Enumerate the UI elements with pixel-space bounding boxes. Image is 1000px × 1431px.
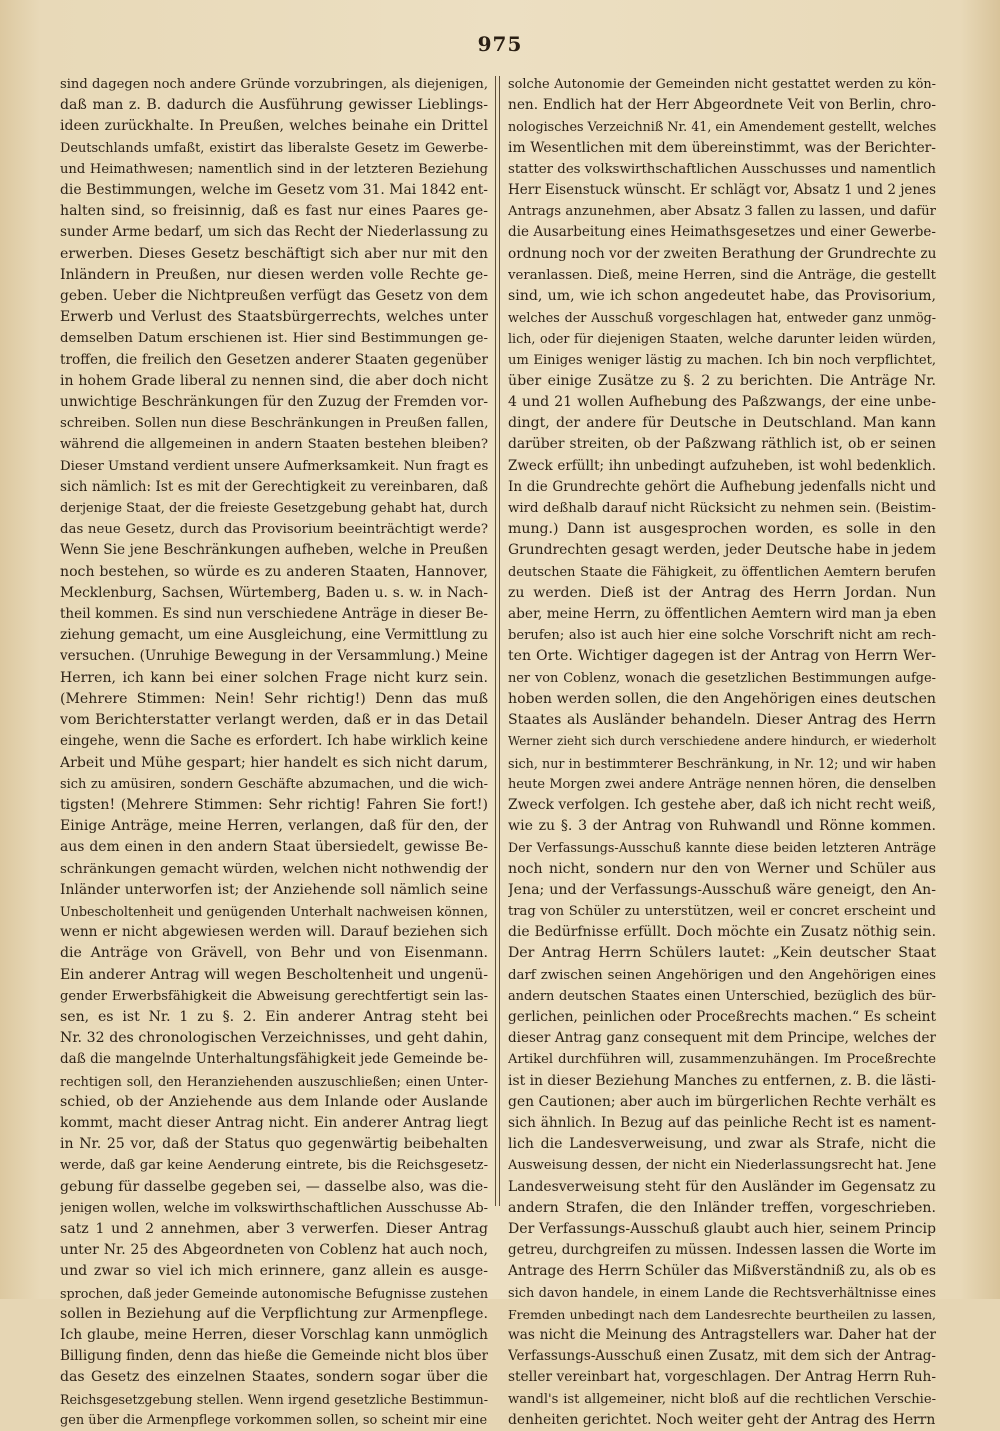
text-line: lich, oder für diejenigen Staaten, welche darunter leiden würden, xyxy=(508,331,936,347)
text-line: sich ähnlich. In Bezug auf das peinliche Recht ist es nament- xyxy=(508,1114,936,1131)
text-line: sich zu amüsiren, sondern Geschäfte abzumachen, und die wich- xyxy=(60,776,488,792)
text-line: sind, um, wie ich schon angedeutet habe, das Provisorium, xyxy=(508,288,936,305)
text-line: hoben werden sollen, die den Angehörigen eines deutschen xyxy=(508,690,936,707)
text-line: noch nicht, sondern nur den von Werner und Schüler aus xyxy=(508,860,936,877)
text-line: steller vereinbart hat, vorgeschlagen. Der Antrag Herrn Ruh- xyxy=(508,1369,936,1386)
text-line: um Einiges weniger lästig zu machen. Ich bin noch verpflichtet, xyxy=(508,352,936,368)
text-line: ideen zurückhalte. In Preußen, welches beinahe ein Drittel xyxy=(60,118,488,135)
text-line: sich nämlich: Ist es mit der Gerechtigkeit zu vereinbaren, daß xyxy=(60,478,488,495)
text-line: Reichsgesetzgebung stellen. Wenn irgend gesetzliche Bestimmun- xyxy=(60,1391,488,1407)
text-line: schränkungen gemacht würden, welchen nicht nothwendig der xyxy=(60,861,488,877)
text-line: Mecklenburg, Sachsen, Würtemberg, Baden u. s. w. in Nach- xyxy=(60,584,488,601)
text-line: getreu, durchgreifen zu müssen. Indessen lassen die Worte im xyxy=(508,1242,936,1259)
text-line: Wenn Sie jene Beschränkungen aufheben, welche in Preußen xyxy=(60,542,488,559)
text-line: Werner zieht sich durch verschiedene andere hindurch, er wiederholt xyxy=(508,734,936,749)
text-line: rechtigen soll, den Heranziehenden auszuschließen; einen Unter- xyxy=(60,1073,488,1089)
text-line: Billigung finden, denn das hieße die Gemeinde nicht blos über xyxy=(60,1348,488,1365)
text-line: Grundrechten gesagt werden, jeder Deutsche habe in jedem xyxy=(508,542,936,559)
text-line: Herr Eisenstuck wünscht. Er schlägt vor, Absatz 1 und 2 jenes xyxy=(508,182,936,199)
text-line: und zwar so viel ich mich erinnere, ganz allein es ausge- xyxy=(60,1263,488,1280)
text-line: Landesverweisung steht für den Ausländer im Gegensatz zu xyxy=(508,1178,936,1195)
text-line: sind dagegen noch andere Gründe vorzubringen, als diejenigen, xyxy=(60,77,488,92)
text-line: Zweck erfüllt; ihn unbedingt aufzuheben, ist wohl bedenklich. xyxy=(508,457,936,474)
text-line: solche Autonomie der Gemeinden nicht gestattet werden zu kön- xyxy=(508,77,936,92)
text-line: in hohem Grade liberal zu nennen sind, die aber doch nicht xyxy=(60,372,488,389)
text-line: über einige Zusätze zu §. 2 zu berichten. Die Anträge Nr. xyxy=(508,372,936,389)
text-line: mung.) Dann ist ausgesprochen worden, es solle in den xyxy=(508,521,936,538)
text-line: in Nr. 25 vor, daß der Status quo gegenwärtig beibehalten xyxy=(60,1136,488,1153)
column-divider xyxy=(495,76,500,1206)
text-line: derjenige Staat, der die freieste Gesetzgebung gehabt hat, durch xyxy=(60,501,488,517)
text-line: Jena; und der Verfassungs-Ausschuß wäre geneigt, den An- xyxy=(508,881,936,898)
text-line: was nicht die Meinung des Antragstellers war. Daher hat der xyxy=(508,1326,936,1343)
text-line: unwichtige Beschränkungen für den Zuzug der Fremden vor- xyxy=(60,394,488,411)
text-line: die Bestimmungen, welche im Gesetz vom 31. Mai 1842 ent- xyxy=(60,182,488,199)
text-line: tigsten! (Mehrere Stimmen: Sehr richtig! Fahren Sie fort!) xyxy=(60,796,488,813)
text-line: während die allgemeinen in andern Staaten bestehen bleiben? xyxy=(60,437,488,453)
text-line: geben. Ueber die Nichtpreußen verfügt das Gesetz von dem xyxy=(60,288,488,305)
text-line: statter des volkswirthschaftlichen Ausschusses und namentlich xyxy=(508,161,936,177)
text-line: werde, daß gar keine Aenderung eintrete, bis die Reichsgesetz- xyxy=(60,1158,488,1174)
text-line: die Anträge von Grävell, von Behr und von Eisenmann. xyxy=(60,945,488,962)
text-line: lich die Landesverweisung, und zwar als Strafe, nicht die xyxy=(508,1136,936,1153)
text-line: jenigen wollen, welche im volkswirthschaftlichen Ausschusse Ab- xyxy=(60,1200,488,1216)
text-line: darüber streiten, ob der Paßzwang räthlich ist, ob er seinen xyxy=(508,436,936,453)
text-line: denheiten gerichtet. Noch weiter geht der Antrag des Herrn xyxy=(508,1411,936,1428)
text-line: Herren, ich kann bei einer solchen Frage nicht kurz sein. xyxy=(60,669,488,686)
text-line: gerlichen, peinlichen oder Proceßrechts machen.“ Es scheint xyxy=(508,1008,936,1025)
text-line: dingt, der andere für Deutsche in Deutschland. Man kann xyxy=(508,415,936,432)
text-line: sen, es ist Nr. 1 zu §. 2. Ein anderer Antrag steht bei xyxy=(60,1008,488,1025)
text-line: Staates als Ausländer behandeln. Dieser Antrag des Herrn xyxy=(508,712,936,729)
text-line: gender Erwerbsfähigkeit die Abweisung gerechtfertigt sein las- xyxy=(60,988,488,1004)
left-column xyxy=(60,74,488,1431)
text-line: 4 und 21 wollen Aufhebung des Paßzwangs, der eine unbe- xyxy=(508,394,936,411)
text-line: veranlassen. Dieß, meine Herren, sind die Anträge, die gestellt xyxy=(508,267,936,283)
text-line: gen über die Armenpflege vorkommen sollen, so scheint mir eine xyxy=(60,1412,488,1428)
text-line: wandl's ist allgemeiner, nicht bloß auf die rechtlichen Verschie- xyxy=(508,1391,936,1407)
text-line: heute Morgen zwei andere Anträge nennen hören, die denselben xyxy=(508,776,936,792)
page-number: 975 xyxy=(477,32,523,56)
text-line: ist in dieser Beziehung Manches zu entfernen, z. B. die lästi- xyxy=(508,1072,936,1089)
text-line: daß man z. B. dadurch die Ausführung gewisser Lieblings- xyxy=(60,97,488,114)
text-line: andern deutschen Staates einen Unterschied, bezüglich des bür- xyxy=(508,988,936,1004)
text-line: sunder Arme bedarf, um sich das Recht der Niederlassung zu xyxy=(60,224,488,241)
text-line: wenn er nicht abgewiesen werden will. Darauf beziehen sich xyxy=(60,924,488,941)
text-line: dieser Antrag ganz consequent mit dem Principe, welches der xyxy=(508,1030,936,1047)
text-line: noch bestehen, so würde es zu anderen Staaten, Hannover, xyxy=(60,563,488,580)
right-column xyxy=(508,74,936,1431)
text-line: berufen; also ist auch hier eine solche Vorschrift nicht am rech- xyxy=(508,628,936,644)
text-line: ordnung noch vor der zweiten Berathung der Grundrechte zu xyxy=(508,245,936,262)
text-line: Der Verfassungs-Ausschuß kannte diese beiden letzteren Anträge xyxy=(508,840,936,856)
text-line: Ausweisung dessen, der nicht ein Niederlassungsrecht hat. Jene xyxy=(508,1158,936,1174)
text-line: wie zu §. 3 der Antrag von Ruhwandl und Rönne kommen. xyxy=(508,818,936,835)
text-line: erwerben. Dieses Gesetz beschäftigt sich aber nur mit den xyxy=(60,245,488,262)
text-line: Nr. 32 des chronologischen Verzeichnisses, und geht dahin, xyxy=(60,1030,488,1047)
text-line: die Ausarbeitung eines Heimathsgesetzes und einer Gewerbe- xyxy=(508,224,936,241)
text-line: Zweck verfolgen. Ich gestehe aber, daß ich nicht recht weiß, xyxy=(508,796,936,813)
text-line: Antrage des Herrn Schüler das Mißverständniß zu, als ob es xyxy=(508,1263,936,1280)
text-line: das neue Gesetz, durch das Provisorium beeinträchtigt werde? xyxy=(60,522,488,538)
text-line: Verfassungs-Ausschuß einen Zusatz, mit dem sich der Antrag- xyxy=(508,1348,936,1365)
text-line: Ich glaube, meine Herren, dieser Vorschlag kann unmöglich xyxy=(60,1326,488,1343)
text-line: Antrags anzunehmen, aber Absatz 3 fallen zu lassen, und dafür xyxy=(508,204,936,220)
text-line: In die Grundrechte gehört die Aufhebung jedenfalls nicht und xyxy=(508,478,936,495)
text-line: und Heimathwesen; namentlich sind in der letzteren Beziehung xyxy=(60,161,488,177)
text-line: Dieser Umstand verdient unsere Aufmerksamkeit. Nun fragt es xyxy=(60,458,488,474)
text-line: ner von Coblenz, wonach die gesetzlichen Bestimmungen aufge- xyxy=(508,670,936,686)
text-line: Unbescholtenheit und genügenden Unterhalt nachweisen können, xyxy=(60,903,488,919)
text-line: ten Orte. Wichtiger dagegen ist der Antrag von Herrn Wer- xyxy=(508,648,936,665)
text-line: Fremden unbedingt nach dem Landesrechte beurtheilen zu lassen, xyxy=(508,1306,936,1322)
text-line: (Mehrere Stimmen: Nein! Sehr richtig!) Denn das muß xyxy=(60,690,488,707)
text-line: Erwerb und Verlust des Staatsbürgerrechts, welches unter xyxy=(60,309,488,326)
text-line: schreiben. Sollen nun diese Beschränkungen in Preußen fallen, xyxy=(60,416,488,432)
text-line: sollen in Beziehung auf die Verpflichtung zur Armenpflege. xyxy=(60,1305,488,1322)
text-line: Der Verfassungs-Ausschuß glaubt auch hier, seinem Princip xyxy=(508,1220,936,1237)
text-line: sich davon handele, in einem Lande die Rechtsverhältnisse eines xyxy=(508,1285,936,1301)
text-line: sprochen, daß jeder Gemeinde autonomische Befugnisse zustehen xyxy=(60,1285,488,1301)
text-line: schied, ob der Anziehende aus dem Inlande oder Auslande xyxy=(60,1093,488,1110)
text-line: trag von Schüler zu unterstützen, weil er concret erscheint und xyxy=(508,903,936,919)
text-line: darf zwischen seinen Angehörigen und den Angehörigen eines xyxy=(508,967,936,983)
text-line: vom Berichterstatter verlangt werden, daß er in das Detail xyxy=(60,712,488,729)
text-line: Inländer unterworfen ist; der Anziehende soll nämlich seine xyxy=(60,881,488,898)
text-line: versuchen. (Unruhige Bewegung in der Versammlung.) Meine xyxy=(60,648,488,665)
text-line: die Bedürfnisse erfüllt. Doch möchte ein Zusatz nöthig sein. xyxy=(508,924,936,941)
text-line: satz 1 und 2 annehmen, aber 3 verwerfen. Dieser Antrag xyxy=(60,1220,488,1237)
text-line: demselben Datum erschienen ist. Hier sind Bestimmungen ge- xyxy=(60,331,488,347)
text-line: Der Antrag Herrn Schülers lautet: „Kein deutscher Staat xyxy=(508,945,936,962)
text-line: theil kommen. Es sind nun verschiedene Anträge in dieser Be- xyxy=(60,606,488,623)
text-line: troffen, die freilich den Gesetzen anderer Staaten gegenüber xyxy=(60,351,488,368)
text-line: im Wesentlichen mit dem übereinstimmt, was der Berichter- xyxy=(508,139,936,156)
text-line: Einige Anträge, meine Herren, verlangen, daß für den, der xyxy=(60,818,488,835)
text-line: aber, meine Herrn, zu öffentlichen Aemtern wird man ja eben xyxy=(508,606,936,623)
text-line: sich, nur in bestimmterer Beschränkung, in Nr. 12; und wir haben xyxy=(508,755,936,771)
text-line: andern Strafen, die den Inländer treffen, vorgeschrieben. xyxy=(508,1199,936,1216)
text-line: aus dem einen in den andern Staat übersiedelt, gewisse Be- xyxy=(60,839,488,856)
text-line: nologisches Verzeichniß Nr. 41, ein Amendement gestellt, welches xyxy=(508,119,936,135)
text-line: ziehung gemacht, um eine Ausgleichung, eine Vermittlung zu xyxy=(60,627,488,644)
text-line: welches der Ausschuß vorgeschlagen hat, entweder ganz unmög- xyxy=(508,310,936,326)
text-line: Inländern in Preußen, nur diesen werden volle Rechte ge- xyxy=(60,266,488,283)
text-line: halten sind, so freisinnig, daß es fast nur eines Paares ge- xyxy=(60,203,488,220)
text-line: Arbeit und Mühe gespart; hier handelt es sich nicht darum, xyxy=(60,754,488,771)
text-line: deutschen Staate die Fähigkeit, zu öffentlichen Aemtern berufen xyxy=(508,564,936,580)
text-line: daß die mangelnde Unterhaltungsfähigkeit jede Gemeinde be- xyxy=(60,1051,488,1068)
text-line: kommt, macht dieser Antrag nicht. Ein anderer Antrag liegt xyxy=(60,1114,488,1131)
text-line: nen. Endlich hat der Herr Abgeordnete Veit von Berlin, chro- xyxy=(508,97,936,114)
text-line: zu werden. Dieß ist der Antrag des Herrn Jordan. Nun xyxy=(508,584,936,601)
text-line: wird deßhalb darauf nicht Rücksicht zu nehmen sein. (Beistim- xyxy=(508,501,936,517)
text-line: eingehe, wenn die Sache es erfordert. Ich habe wirklich keine xyxy=(60,733,488,750)
text-line: Artikel durchführen will, zusammenzuhängen. Im Proceßrechte xyxy=(508,1052,936,1068)
text-line: das Gesetz des einzelnen Staates, sondern sogar über die xyxy=(60,1369,488,1386)
text-line: gen Cautionen; aber auch im bürgerlichen Rechte verhält es xyxy=(508,1093,936,1110)
text-line: Ein anderer Antrag will wegen Bescholtenheit und ungenü- xyxy=(60,966,488,983)
text-line: unter Nr. 25 des Abgeordneten von Coblenz hat auch noch, xyxy=(60,1242,488,1259)
text-line: gebung für dasselbe gegeben sei, — dasselbe also, was die- xyxy=(60,1178,488,1195)
text-line: Deutschlands umfaßt, existirt das liberalste Gesetz im Gewerbe- xyxy=(60,140,488,156)
